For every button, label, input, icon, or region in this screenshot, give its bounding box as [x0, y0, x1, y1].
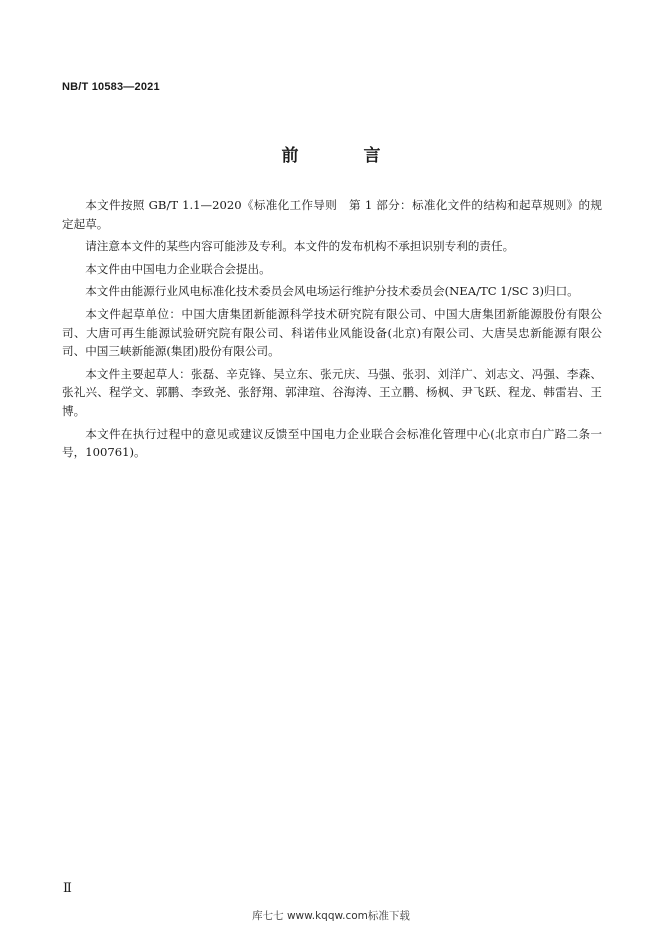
paragraph-patent-notice: 请注意本文件的某些内容可能涉及专利。本文件的发布机构不承担识别专利的责任。 [85, 239, 515, 254]
foreword-body [62, 196, 602, 466]
paragraph-drafters: 本文件主要起草人：张磊、辛克锋、吴立东、张元庆、马强、张羽、刘洋广、刘志文、冯强、李森、张礼兴、程学文、郭鹏、李致尧、张舒翔、郭津瑄、谷海涛、王立鹏、杨枫、尹飞跃、程龙、韩雷岩、王博。 [62, 366, 602, 418]
paragraph-technical-committee: 本文件由能源行业风电标准化技术委员会风电场运行维护分技术委员会(NEA/TC 1/SC 3)归口。 [85, 284, 579, 299]
footer-watermark: 库七七 www.kqqw.com标准下载 [252, 910, 410, 922]
paragraph-drafting-units: 本文件起草单位：中国大唐集团新能源科学技术研究院有限公司、中国大唐集团新能源股份有限公司、大唐可再生能源试验研究院有限公司、科诺伟业风能设备(北京)有限公司、大唐吴忠新能源有限公司、中国三峡新能源(集团)股份有限公司。 [62, 306, 602, 359]
page-title: 前 言 [281, 146, 405, 166]
paragraph-proposer: 本文件由中国电力企业联合会提出。 [85, 261, 271, 276]
standard-code: NB/T 10583—2021 [62, 81, 160, 93]
paragraph-feedback: 本文件在执行过程中的意见或建议反馈至中国电力企业联合会标准化管理中心(北京市白广路二条一号，100761)。 [62, 426, 602, 460]
page-number: Ⅱ [63, 880, 72, 895]
paragraph-drafting-rules: 本文件按照 GB/T 1.1—2020《标准化工作导则 第 1 部分：标准化文件的结构和起草规则》的规定起草。 [62, 198, 602, 231]
